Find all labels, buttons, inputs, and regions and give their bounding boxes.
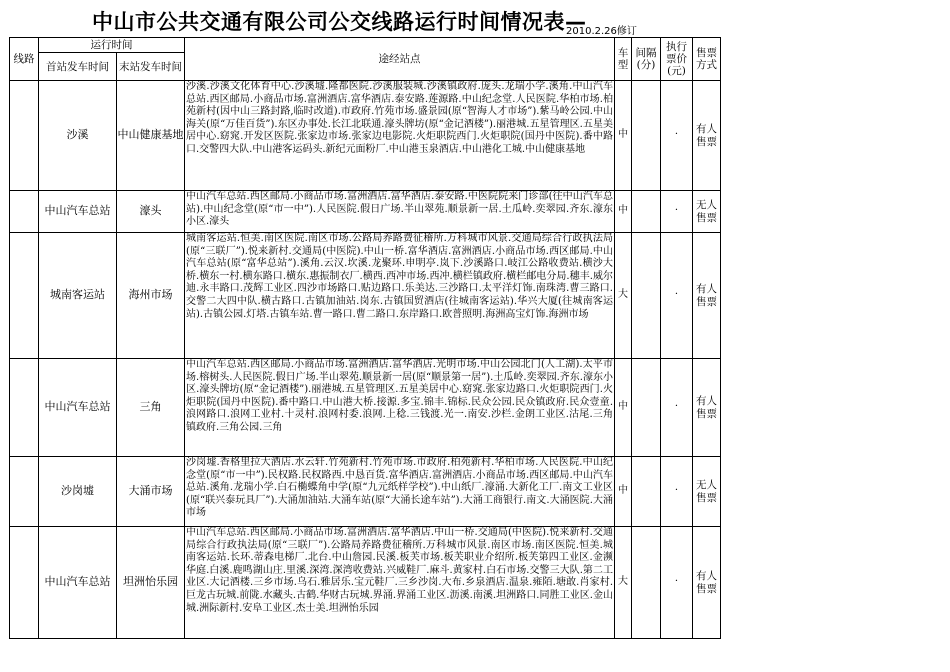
bus-type: 大 xyxy=(615,527,632,639)
route-stops: 中山汽车总站.西区邮局.小商品市场.富洲酒店.富华酒店.中山一桥.交通局(中医院).悦来新村.交通局综合行政执法局(原“三联厂”).公路局养路费征稽所.万科城市风景.南区市场.南区医院.恒美.城南客运站.长环.蒂森电梯厂.北台.中山詹园.民溪.板芙市场.板芙职业介绍所.板芙第四工业区.金濒华庭.白溪.鹿鸣湖山庄.里溪.深湾.深湾收费站.兴威鞋厂.麻斗.黄家村.白石市场.交警三大队.第二工业区.大记酒楼.三乡市场.乌石.雅居乐.宝元鞋厂.三乡沙岗.大布.乡泉酒店.温泉.雍陌.塘敢.肖家村.巨龙古玩城.前陇.水藏头.古鹤.华财古玩城.界涌.界涌工业区.沥溪.南溪.坦洲路口.同胜工业区.金山城.洲际新村.安阜工业区.杰士美.坦洲怡乐园 xyxy=(185,527,615,639)
col-header-first-bus: 首站发车时间 xyxy=(39,53,117,81)
col-header-bus-type: 车型 xyxy=(615,38,632,81)
interval xyxy=(632,233,661,359)
first-station: 中山汽车总站 xyxy=(39,191,117,233)
interval xyxy=(632,359,661,457)
route-stops: 中山汽车总站.西区邮局.小商品市场.富洲酒店.富华酒店.泰安路.中医院院来门诊部(往中山汽车总站).中山纪念堂(原“市一中”).人民医院.假日广场.半山翠苑.顺景新一居.土瓜岭.奕翠园.齐东.濠东小区.濠头 xyxy=(185,191,615,233)
route-stops: 中山汽车总站.西区邮局.小商品市场.富洲酒店.富华酒店.光明市场.中山公园北门(人工湖).太平市场.榕树头.人民医院.假日广场.半山翠苑.顺景新一居(原“顺景第一居”).土瓜岭.奕翠园.齐东.濠东小区.濠头牌坊(原“金记酒楼”).丽港城.五星管理区.五星美居中心.窈窕.张家边路口.火炬职院西门.火炬职院(国丹中医院).番中路口.中山港大桥.接源.多宝.锦丰.锦标.民众公园.民众镇政府.民众壹童.浪网路口.浪网工业村.十灵村.浪网村委.浪网.上稔.三钱渡.光一.南安.沙栏.金朗工业区.沽尾.三角镇政府.三角公园.三角 xyxy=(185,359,615,457)
ticketing: 有人售票 xyxy=(693,527,721,639)
ticketing: 无人售票 xyxy=(693,191,721,233)
table-row xyxy=(10,81,721,191)
col-header-fare: 执行票价(元) xyxy=(661,38,693,81)
ticketing: 有人售票 xyxy=(693,359,721,457)
bus-type: 中 xyxy=(615,457,632,527)
last-station: 中山健康基地 xyxy=(117,81,185,191)
revision-date: 2010.2.26修订 xyxy=(566,26,637,37)
fare: · xyxy=(661,81,693,191)
bus-type: 中 xyxy=(615,191,632,233)
fare: · xyxy=(661,191,693,233)
table-row xyxy=(10,233,721,359)
fare: · xyxy=(661,233,693,359)
last-station: 濠头 xyxy=(117,191,185,233)
first-station: 沙溪 xyxy=(39,81,117,191)
bus-route-table xyxy=(9,37,721,639)
first-station: 中山汽车总站 xyxy=(39,359,117,457)
col-header-route: 线路 xyxy=(10,38,39,81)
route-stops: 沙溪.沙溪文化体育中心.沙溪墟.隆都医院.沙溪服装城.沙溪镇政府.庞头.龙瑞小学.溪角.中山汽车总站.西区邮局.小商品市场.富洲酒店.富华酒店.泰安路.莲源路.中山纪念堂.人民医院.华柏市场.柏苑新村(因中山三路封路,临时改道).市政府.竹苑市场.盛景园(原“智海人才市场”).紫马岭公园.中山海关(原“万佳百货”).东区办事处.长江北联通.濠头牌坊(原“金记酒楼”).丽港城.五星管理区.五星美居中心.窈窕.开发区医院.张家边市场.张家边电影院.火炬职院西门.火炬职院(国丹中医院).番中路口.交警四大队.中山港客运码头.新纪元面粉厂.中山港玉泉酒店.中山港化工城.中山健康基地 xyxy=(185,81,615,191)
table-row xyxy=(10,527,721,639)
bus-type: 中 xyxy=(615,359,632,457)
fare: · xyxy=(661,527,693,639)
fare: · xyxy=(661,457,693,527)
bus-type: 大 xyxy=(615,233,632,359)
first-station: 沙岗墟 xyxy=(39,457,117,527)
interval xyxy=(632,191,661,233)
bus-type: 中 xyxy=(615,81,632,191)
table-row xyxy=(10,457,721,527)
first-station: 中山汽车总站 xyxy=(39,527,117,639)
ticketing: 有人售票 xyxy=(693,233,721,359)
col-header-run-time: 运行时间 xyxy=(39,38,185,53)
last-station: 大涌市场 xyxy=(117,457,185,527)
first-station: 城南客运站 xyxy=(39,233,117,359)
interval xyxy=(632,457,661,527)
route-stops: 沙岗墟.香格里拉大酒店.水云轩.竹苑新村.竹苑市场.市政府.柏苑新村.华柏市场.人民医院.中山纪念堂(原“市一中”).民权路.民权路西.中恳百货.富华酒店.富洲酒店.小商品市场.西区邮局.中山汽车总站.溪角.龙瑞小学.白石椭蝶角中学(原“九元纸样学校”).中山纸厂.濠涌.大新化工厂.南文工业区(原“联兴泰玩具厂”).大涌加油站.大涌车站(原“大涌长途车站”).大涌工商银行.南文.大涌医院.大涌市场 xyxy=(185,457,615,527)
table-row xyxy=(10,359,721,457)
route-stops: 城南客运站.恒美.南区医院.南区市场.公路局养路费征稽所.万科城市风景.交通局综合行政执法局(原“三联厂”).悦来新村.交通局(中医院).中山一桥.富华酒店.富洲酒店.小商品市场.西区邮局.中山汽车总站(原“富华总站”).溪角.云汉.坎溪.龙聚环.申明亭.岚下.沙溪路口.岐江公路收费站.横沙大桥.横东一村.横东路口.横东.惠振制衣厂.横西.西冲市场.西冲.横栏镇政府.横栏邮电分局.穗丰.威尔迪.永丰路口.茂辉工业区.四沙市场路口.贴边路口.乐美达.三沙路口.太平洋灯饰.南珠湾.曹三路口.交警二大四中队.横古路口.古镇加油站.岗东.古镇国贸酒店(往城南客运站).华兴大厦(往城南客运站).古镇公园.灯塔.古镇车站.曹一路口.曹二路口.东岸路口.欧普照明.海洲高宝灯饰.海洲市场 xyxy=(185,233,615,359)
fare: · xyxy=(661,359,693,457)
interval xyxy=(632,81,661,191)
col-header-stops: 途经站点 xyxy=(185,38,615,81)
ticketing: 无人售票 xyxy=(693,457,721,527)
table-row xyxy=(10,191,721,233)
ticketing: 有人售票 xyxy=(693,81,721,191)
page-title: 中山市公共交通有限公司公交线路运行时间情况表— xyxy=(92,10,587,34)
last-station: 坦洲怡乐园 xyxy=(117,527,185,639)
col-header-last-bus: 末站发车时间 xyxy=(117,53,185,81)
col-header-interval: 间隔(分) xyxy=(632,38,661,81)
interval xyxy=(632,527,661,639)
last-station: 海州市场 xyxy=(117,233,185,359)
last-station: 三角 xyxy=(117,359,185,457)
col-header-ticketing: 售票方式 xyxy=(693,38,721,81)
